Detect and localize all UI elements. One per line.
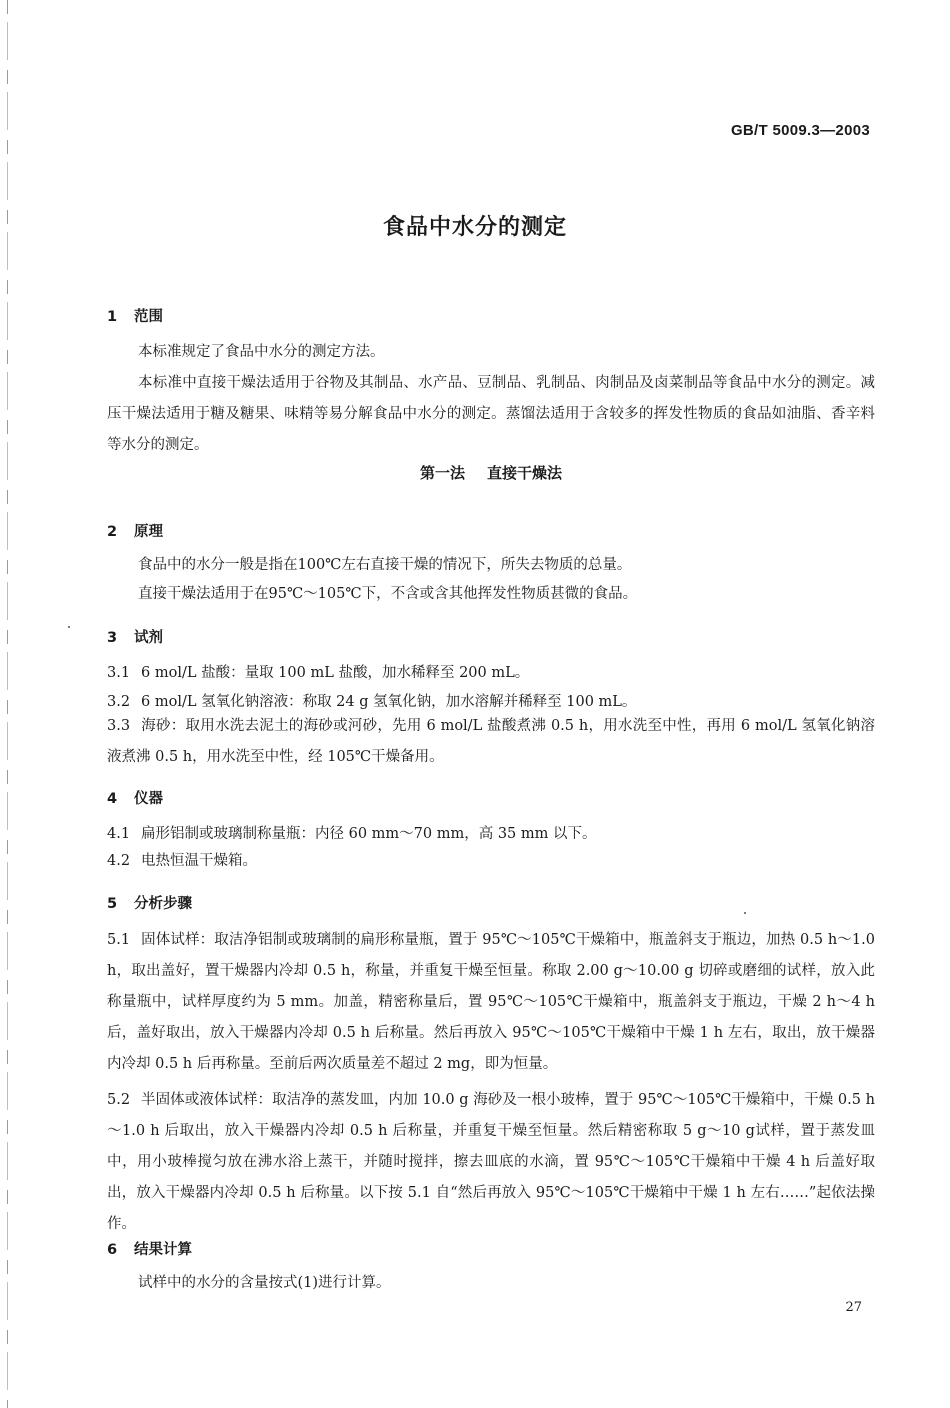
section-title: 范围 <box>134 309 163 325</box>
section-number: 6 <box>107 1242 118 1258</box>
item-number: 3.2 <box>107 694 131 710</box>
section-title: 结果计算 <box>134 1242 192 1258</box>
item-text: 6 mol/L 盐酸：量取 100 mL 盐酸，加水稀释至 200 mL。 <box>141 665 530 681</box>
item-number: 5.2 <box>107 1092 131 1108</box>
page-number: 27 <box>845 1300 862 1315</box>
reagent-item-3-3 <box>107 711 875 773</box>
section-2-paragraph-2: 直接干燥法适用于在95℃～105℃下，不含或含其他挥发性物质甚微的食品。 <box>138 586 638 602</box>
item-number: 4.2 <box>107 853 131 869</box>
item-text: 6 mol/L 氢氧化钠溶液：称取 24 g 氢氧化钠，加水溶解并稀释至 100 mL。 <box>141 694 637 710</box>
section-6-paragraph-1: 试样中的水分的含量按式(1)进行计算。 <box>138 1275 391 1291</box>
item-number: 5.1 <box>107 932 131 948</box>
section-6-heading <box>107 1238 192 1259</box>
section-title: 试剂 <box>134 630 163 646</box>
item-text: 半固体或液体试样：取洁净的蒸发皿，内加 10.0 g 海砂及一根小玻棒，置于 95℃～105℃干燥箱中，干燥 0.5 h～1.0 h 后取出，放入干燥器内冷却 0.5 h 后称量，并重复干燥至恒量。然后精密称取 5 g～10 g试样，置于蒸发皿中，用小玻棒搅匀放在沸水浴上蒸干，并随时搅拌，擦去皿底的水滴，置 95℃～105℃干燥箱中干燥 4 h 后盖好取出，放入干燥器内冷却 0.5 h 后称量。以下按 5.1 自“然后再放入 95℃～105℃干燥箱中干燥 1 h 左右……”起依法操作。 <box>107 1092 875 1232</box>
item-text: 电热恒温干燥箱。 <box>141 853 257 869</box>
item-text: 海砂：取用水洗去泥土的海砂或河砂，先用 6 mol/L 盐酸煮沸 0.5 h，用水洗至中性，再用 6 mol/L 氢氧化钠溶液煮沸 0.5 h，用水洗至中性，经 105℃干燥备用。 <box>107 718 875 765</box>
scan-speck <box>744 912 746 914</box>
section-number: 5 <box>107 896 118 912</box>
item-number: 3.3 <box>107 718 131 734</box>
section-number: 2 <box>107 524 118 540</box>
section-title: 仪器 <box>134 791 163 807</box>
section-title: 分析步骤 <box>134 896 192 912</box>
section-title: 原理 <box>134 524 163 540</box>
section-2-heading <box>107 520 163 541</box>
item-number: 4.1 <box>107 826 131 842</box>
document-title: 食品中水分的测定 <box>382 215 567 240</box>
apparatus-item-4-2 <box>107 846 875 877</box>
item-text: 固体试样：取洁净铝制或玻璃制的扁形称量瓶，置于 95℃～105℃干燥箱中，瓶盖斜支于瓶边，加热 0.5 h～1.0 h，取出盖好，置干燥器内冷却 0.5 h，称量，并重复干燥至恒量。称取 2.00 g～10.00 g 切碎或磨细的试样，放入此称量瓶中，试样厚度约为 5 mm。加盖，精密称量后，置 95℃～105℃干燥箱中，瓶盖斜支于瓶边，干燥 2 h～4 h 后，盖好取出，放入干燥器内冷却 0.5 h 后称量。然后再放入 95℃～105℃干燥箱中干燥 1 h 左右，取出，放干燥器内冷却 0.5 h 后再称量。至前后两次质量差不超过 2 mg，即为恒量。 <box>107 932 875 1072</box>
section-1-paragraph-1: 本标准规定了食品中水分的测定方法。 <box>138 344 385 360</box>
item-text: 扁形铝制或玻璃制称量瓶：内径 60 mm～70 mm，高 35 mm 以下。 <box>141 826 597 842</box>
section-1-heading <box>107 305 163 326</box>
item-number: 3.1 <box>107 665 131 681</box>
method-label: 第一法 <box>419 464 465 482</box>
section-3-heading <box>107 626 163 647</box>
procedure-item-5-1 <box>107 925 875 1080</box>
reagent-item-3-1 <box>107 658 875 689</box>
scan-speck <box>68 626 70 628</box>
section-5-heading <box>107 892 192 913</box>
section-2-paragraph-1: 食品中的水分一般是指在100℃左右直接干燥的情况下，所失去物质的总量。 <box>138 557 632 573</box>
method-name: 直接干燥法 <box>487 464 563 482</box>
method-title <box>107 462 875 483</box>
section-4-heading <box>107 787 163 808</box>
section-number: 3 <box>107 630 118 646</box>
procedure-item-5-2 <box>107 1085 875 1240</box>
section-number: 1 <box>107 309 118 325</box>
section-1-paragraph-2: 本标准中直接干燥法适用于谷物及其制品、水产品、豆制品、乳制品、肉制品及卤菜制品等食品中水分的测定。减压干燥法适用于糖及糖果、味精等易分解食品中水分的测定。蒸馏法适用于含较多的挥发性物质的食品如油脂、香辛料等水分的测定。 <box>107 375 875 453</box>
section-number: 4 <box>107 791 118 807</box>
standard-code: GB/T 5009.3—2003 <box>730 122 870 139</box>
